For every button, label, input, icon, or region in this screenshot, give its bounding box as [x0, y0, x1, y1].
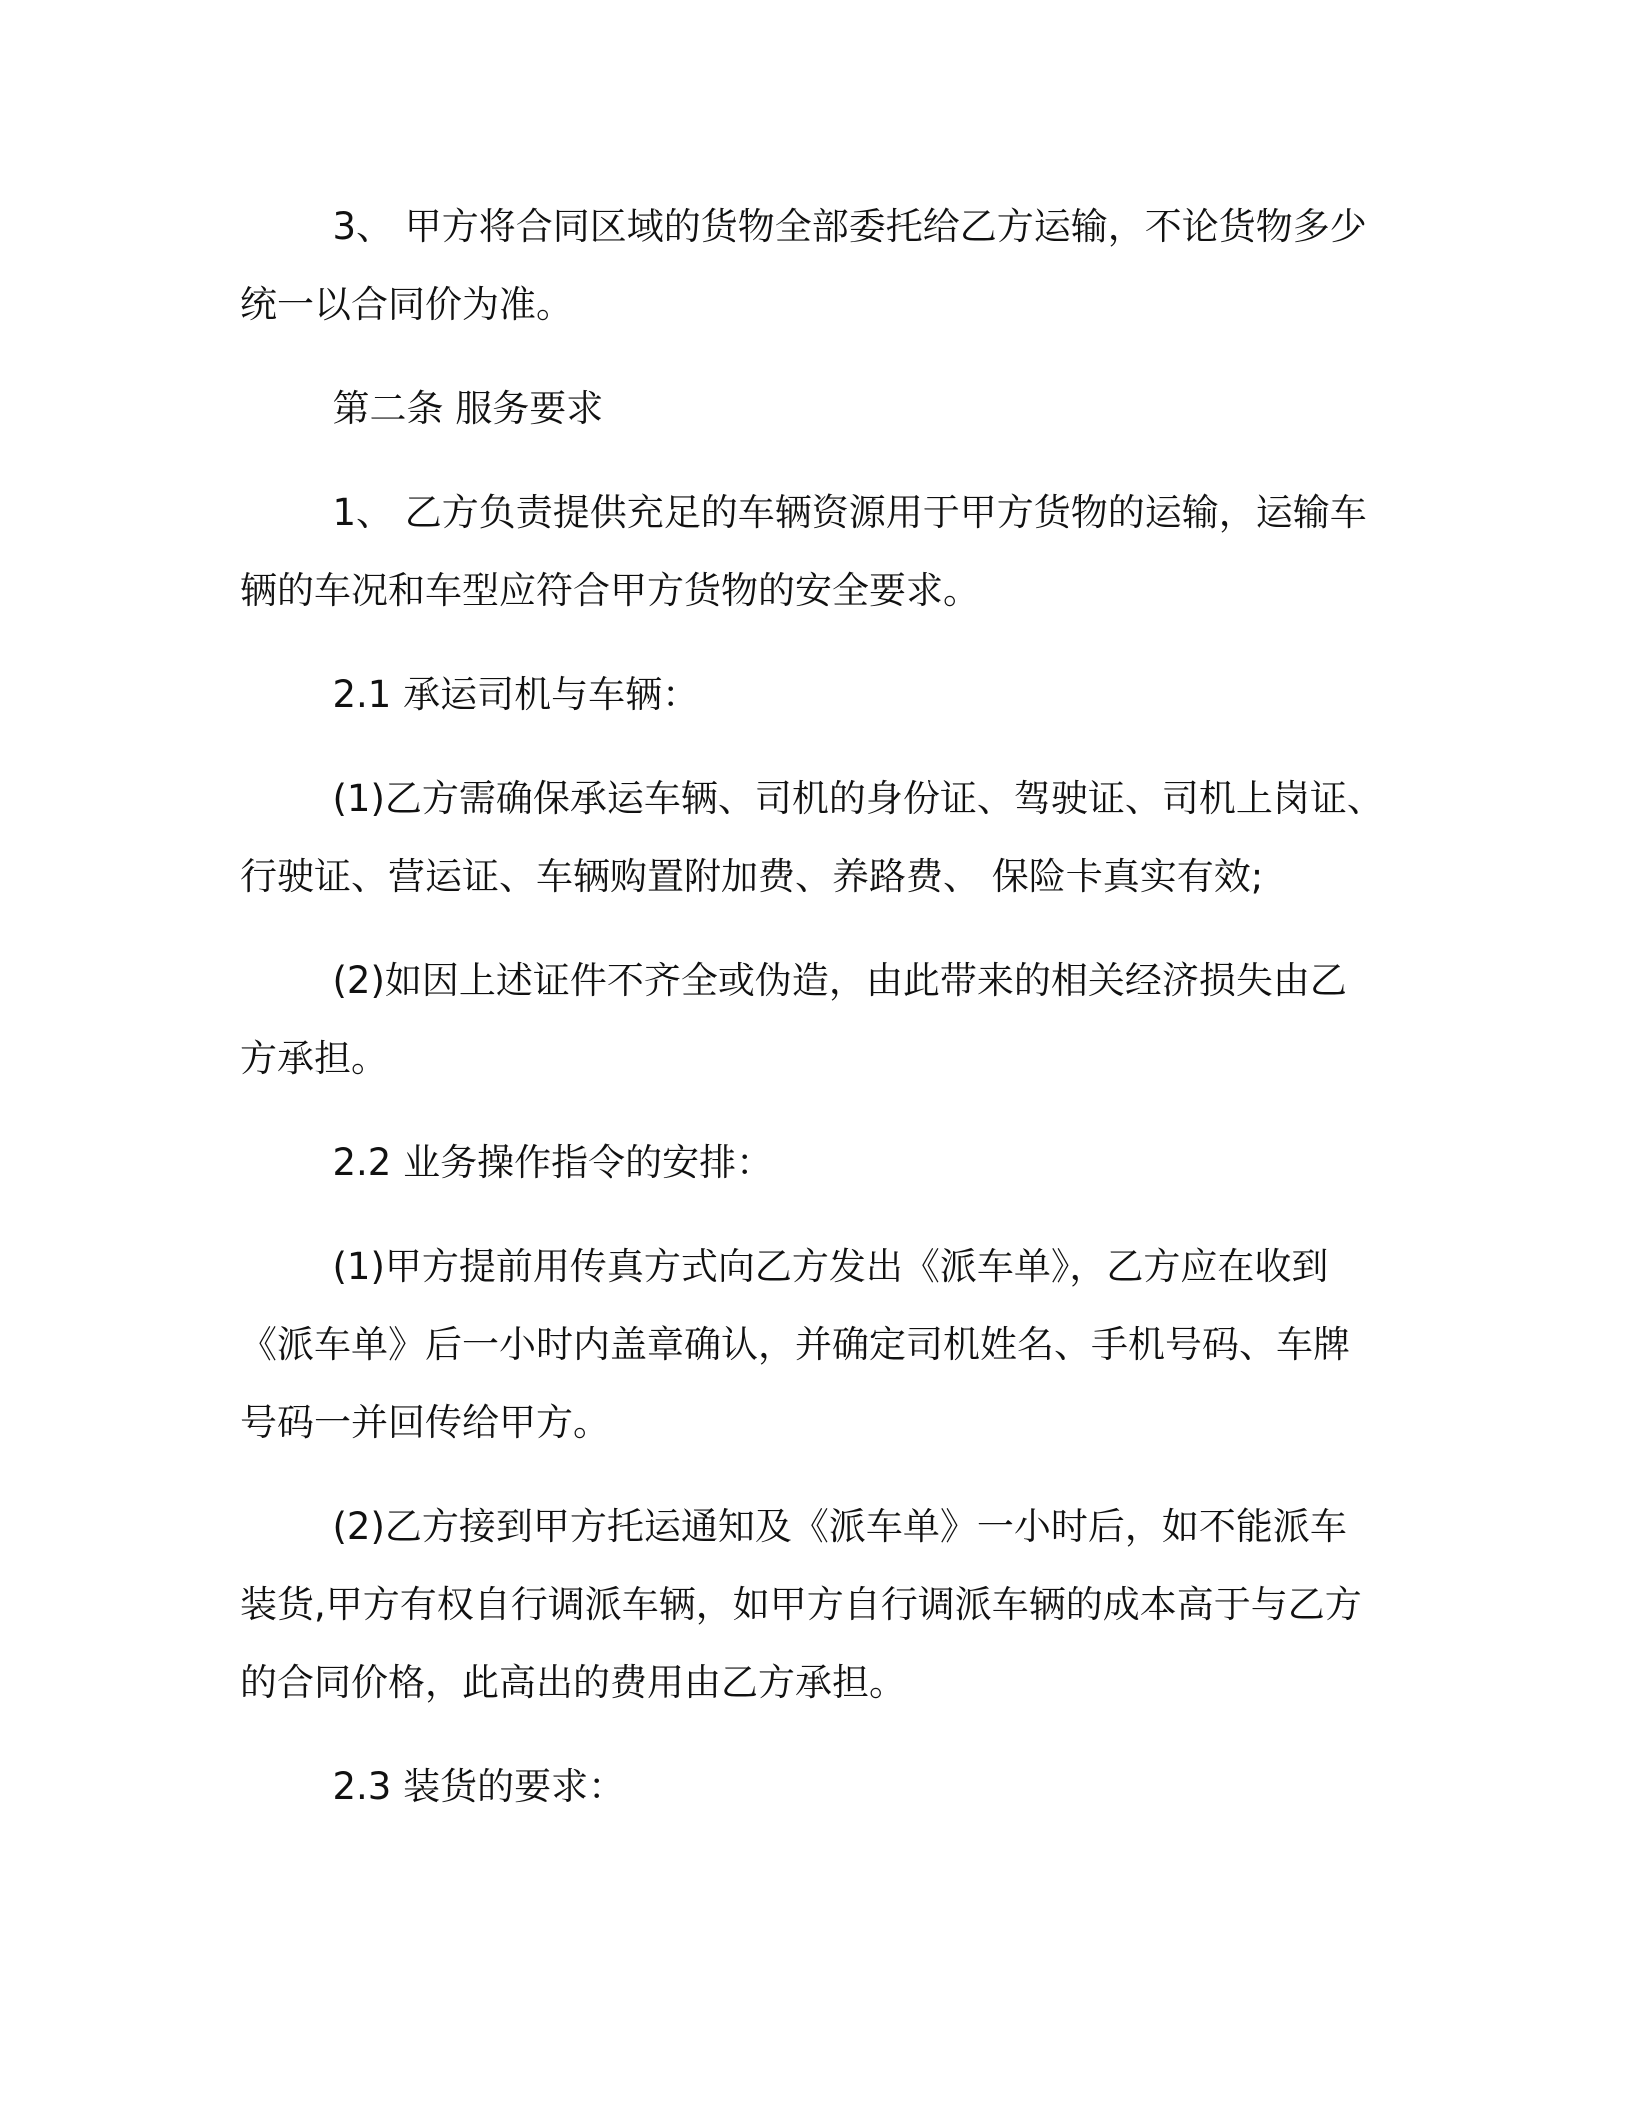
text-line: 行驶证、营运证、车辆购置附加费、养路费、 保险卡真实有效;	[240, 855, 1264, 898]
text-line: 3、 甲方将合同区域的货物全部委托给乙方运输，不论货物多少	[332, 205, 1367, 248]
paragraph-clause-1	[240, 474, 1390, 630]
text-line: (1)甲方提前用传真方式向乙方发出《派车单》，乙方应在收到	[332, 1245, 1329, 1288]
text-line: 1、 乙方负责提供充足的车辆资源用于甲方货物的运输，运输车	[332, 491, 1367, 534]
text-line: 第二条 服务要求	[332, 387, 604, 430]
subsection-heading-2-2	[240, 1124, 1390, 1202]
text-line: (1)乙方需确保承运车辆、司机的身份证、驾驶证、司机上岗证、	[332, 777, 1384, 820]
paragraph-2-2-item-2	[240, 1488, 1390, 1722]
text-line: 的合同价格，此高出的费用由乙方承担。	[240, 1661, 906, 1704]
subsection-heading-2-1	[240, 656, 1390, 734]
text-line: 统一以合同价为准。	[240, 283, 573, 326]
section-heading	[240, 370, 1390, 448]
text-line: 2.1 承运司机与车辆：	[332, 673, 700, 716]
paragraph-2-1-item-2	[240, 942, 1390, 1098]
document-body	[240, 188, 1390, 1852]
text-line: 2.2 业务操作指令的安排：	[332, 1141, 774, 1184]
paragraph-2-2-item-1	[240, 1228, 1390, 1462]
text-line: (2)乙方接到甲方托运通知及《派车单》一小时后，如不能派车	[332, 1505, 1347, 1548]
text-line: 装货,甲方有权自行调派车辆，如甲方自行调派车辆的成本高于与乙方	[240, 1583, 1362, 1626]
text-line: 号码一并回传给甲方。	[240, 1401, 610, 1444]
paragraph-clause-3	[240, 188, 1390, 344]
text-line: 《派车单》后一小时内盖章确认，并确定司机姓名、手机号码、车牌	[240, 1323, 1350, 1366]
text-line: 方承担。	[240, 1037, 388, 1080]
text-line: 辆的车况和车型应符合甲方货物的安全要求。	[240, 569, 980, 612]
text-line: 2.3 装货的要求：	[332, 1765, 626, 1808]
paragraph-2-1-item-1	[240, 760, 1390, 916]
text-line: (2)如因上述证件不齐全或伪造，由此带来的相关经济损失由乙	[332, 959, 1347, 1002]
subsection-heading-2-3	[240, 1748, 1390, 1826]
